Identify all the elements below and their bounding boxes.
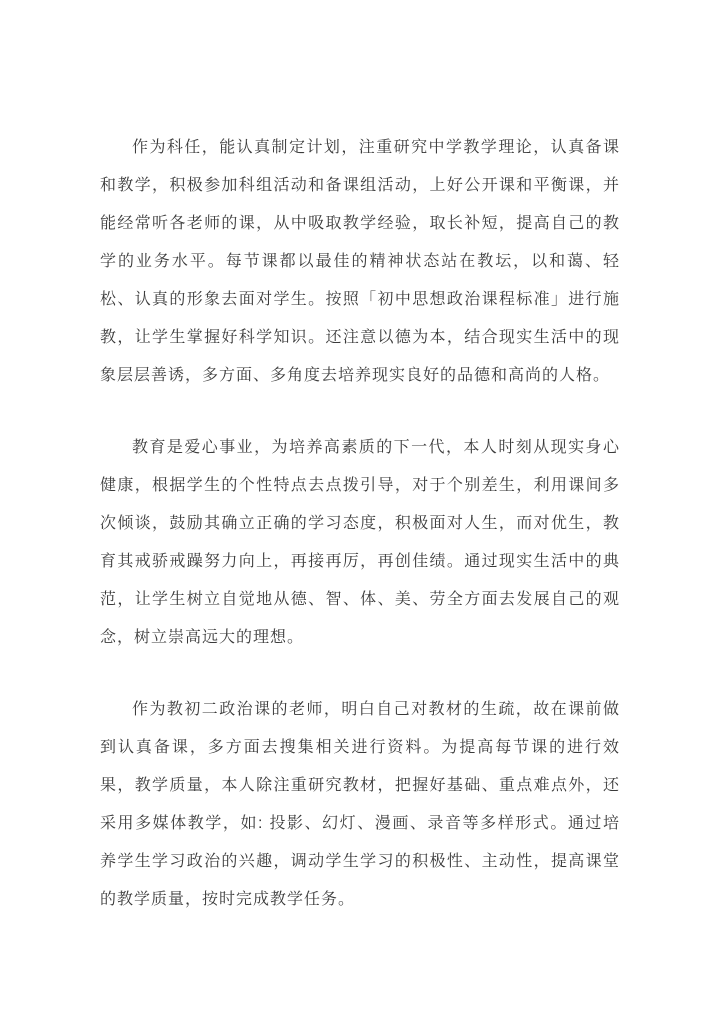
paragraph-3: 作为教初二政治课的老师，明白自己对教材的生疏，故在课前做到认真备课，多方面去搜集相关进行资料。为提高每节课的进行效果，教学质量，本人除注重研究教材，把握好基础、重点难点外，还采用多媒体教学，如: 投影、幻灯、漫画、录音等多样形式。通过培养学生学习政治的兴趣，调动学生学习的积极性、主动性，提高课堂的教学质量，按时完成教学任务。 [100, 701, 620, 908]
paragraph-2: 教育是爱心事业，为培养高素质的下一代，本人时刻从现实身心健康，根据学生的个性特点去点拨引导，对于个别差生，利用课间多次倾谈，鼓励其确立正确的学习态度，积极面对人生，而对优生，教育其戒骄戒躁努力向上，再接再厉，再创佳绩。通过现实生活中的典范，让学生树立自觉地从德、智、体、美、劳全方面去发展自己的观念，树立崇高远大的理想。 [100, 439, 620, 646]
paragraph-1: 作为科任，能认真制定计划，注重研究中学教学理论，认真备课和教学，积极参加科组活动和备课组活动，上好公开课和平衡课，并能经常听各老师的课，从中吸取教学经验，取长补短，提高自己的教学的业务水平。每节课都以最佳的精神状态站在教坛，以和蔼、轻松、认真的形象去面对学生。按照「初中思想政治课程标准」进行施教，让学生掌握好科学知识。还注意以德为本，结合现实生活中的现象层层善诱，多方面、多角度去培养现实良好的品德和高尚的人格。 [100, 139, 620, 384]
